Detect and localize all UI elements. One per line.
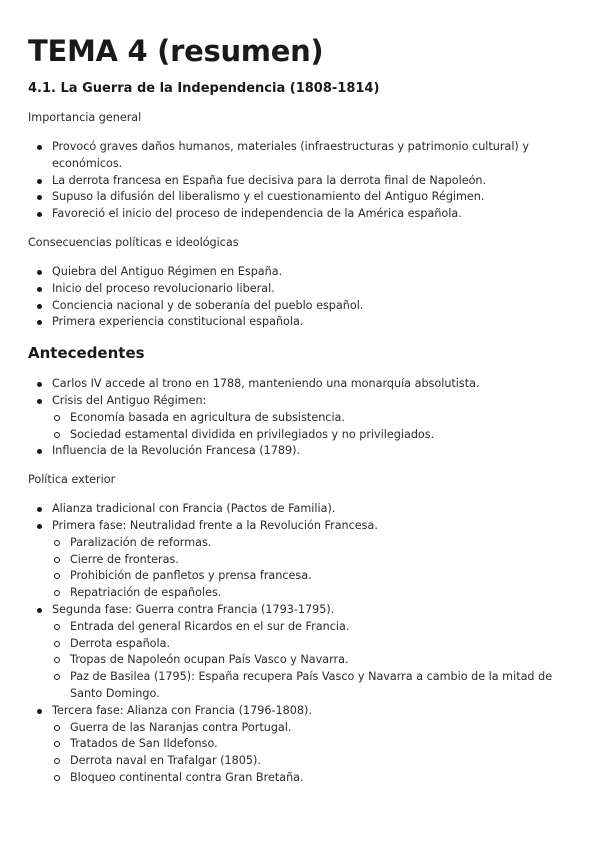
sub-list-item: Derrota española. bbox=[52, 636, 572, 653]
section-heading-antecedentes: Antecedentes bbox=[28, 344, 145, 363]
sub-list-item: Derrota naval en Trafalgar (1805). bbox=[52, 753, 572, 770]
list-item: Carlos IV accede al trono en 1788, manteniendo una monarquía absolutista. bbox=[28, 376, 572, 393]
politica-exterior-label: Política exterior bbox=[28, 473, 116, 487]
list-item: Alianza tradicional con Francia (Pactos de Familia). bbox=[28, 501, 572, 518]
list-item: Provocó graves daños humanos, materiales (infraestructuras y patrimonio cultural) y económicos. bbox=[28, 139, 572, 173]
circle-bullet-icon bbox=[54, 641, 60, 647]
circle-bullet-icon bbox=[54, 624, 60, 630]
circle-bullet-icon bbox=[54, 775, 60, 781]
importance-list bbox=[28, 139, 572, 223]
bullet-icon bbox=[37, 709, 42, 714]
document-title: TEMA 4 (resumen) bbox=[28, 34, 324, 68]
sub-list-item: Tropas de Napoleón ocupan País Vasco y Navarra. bbox=[52, 652, 572, 669]
bullet-icon bbox=[37, 179, 42, 184]
list-item: Primera fase: Neutralidad frente a la Revolución Francesa. Paralización de reformas. Cierre de fronteras. Prohibición de panfletos y prensa francesa. Repatriación de españoles. bbox=[28, 518, 572, 602]
sub-list-item: Paz de Basilea (1795): España recupera País Vasco y Navarra a cambio de la mitad de Santo Domingo. bbox=[52, 669, 572, 703]
section-heading-guerra-independencia: 4.1. La Guerra de la Independencia (1808-1814) bbox=[28, 81, 380, 96]
circle-bullet-icon bbox=[54, 590, 60, 596]
bullet-icon bbox=[37, 304, 42, 309]
list-item: Conciencia nacional y de soberanía del pueblo español. bbox=[28, 298, 572, 315]
list-item: Crisis del Antiguo Régimen: Economía basada en agricultura de subsistencia. Sociedad estamental dividida en privilegiados y no privilegiados. bbox=[28, 393, 572, 443]
circle-bullet-icon bbox=[54, 432, 60, 438]
list-item: La derrota francesa en España fue decisiva para la derrota final de Napoleón. bbox=[28, 173, 572, 190]
bullet-icon bbox=[37, 212, 42, 217]
sub-list-item: Bloqueo continental contra Gran Bretaña. bbox=[52, 770, 572, 787]
list-item: Primera experiencia constitucional española. bbox=[28, 314, 572, 331]
bullet-icon bbox=[37, 145, 42, 150]
list-item: Tercera fase: Alianza con Francia (1796-1808). Guerra de las Naranjas contra Portugal. Tratados de San Ildefonso. Derrota naval en Trafalgar (1805). Bloqueo continental contra Gran Bretaña. bbox=[28, 703, 572, 787]
circle-bullet-icon bbox=[54, 557, 60, 563]
politica-exterior-list bbox=[28, 501, 572, 787]
sub-list-item: Tratados de San Ildefonso. bbox=[52, 736, 572, 753]
list-item: Quiebra del Antiguo Régimen en España. bbox=[28, 264, 572, 281]
bullet-icon bbox=[37, 524, 42, 529]
circle-bullet-icon bbox=[54, 758, 60, 764]
circle-bullet-icon bbox=[54, 674, 60, 680]
sub-list-item: Cierre de fronteras. bbox=[52, 552, 572, 569]
bullet-icon bbox=[37, 449, 42, 454]
list-item: Segunda fase: Guerra contra Francia (1793-1795). Entrada del general Ricardos en el sur de Francia. Derrota española. Tropas de Napoleón ocupan País Vasco y Navarra. Paz de Basilea (1795): España recupera País Vasco y Navarra a cambio de la mitad de Santo Domingo. bbox=[28, 602, 572, 703]
sub-list-item: Paralización de reformas. bbox=[52, 535, 572, 552]
importance-label: Importancia general bbox=[28, 111, 142, 124]
consequences-label: Consecuencias políticas e ideológicas bbox=[28, 235, 239, 249]
sub-list-item: Economía basada en agricultura de subsistencia. bbox=[52, 410, 572, 427]
circle-bullet-icon bbox=[54, 415, 60, 421]
bullet-icon bbox=[37, 382, 42, 387]
sub-list-item: Guerra de las Naranjas contra Portugal. bbox=[52, 720, 572, 737]
list-item: Supuso la difusión del liberalismo y el cuestionamiento del Antiguo Régimen. bbox=[28, 189, 572, 206]
bullet-icon bbox=[37, 270, 42, 275]
sub-list-item: Sociedad estamental dividida en privilegiados y no privilegiados. bbox=[52, 427, 572, 444]
bullet-icon bbox=[37, 287, 42, 292]
sub-list bbox=[52, 535, 572, 602]
list-item: Favoreció el inicio del proceso de independencia de la América española. bbox=[28, 206, 572, 223]
consequences-list bbox=[28, 264, 572, 331]
list-item: Inicio del proceso revolucionario liberal. bbox=[28, 281, 572, 298]
circle-bullet-icon bbox=[54, 573, 60, 579]
circle-bullet-icon bbox=[54, 725, 60, 731]
bullet-icon bbox=[37, 608, 42, 613]
sub-list-item: Repatriación de españoles. bbox=[52, 585, 572, 602]
bullet-icon bbox=[37, 399, 42, 404]
circle-bullet-icon bbox=[54, 540, 60, 546]
circle-bullet-icon bbox=[54, 741, 60, 747]
list-item: Influencia de la Revolución Francesa (1789). bbox=[28, 443, 572, 460]
bullet-icon bbox=[37, 195, 42, 200]
circle-bullet-icon bbox=[54, 657, 60, 663]
sub-list bbox=[52, 720, 572, 787]
sub-list bbox=[52, 619, 572, 703]
sub-list-item: Prohibición de panfletos y prensa francesa. bbox=[52, 568, 572, 585]
bullet-icon bbox=[37, 507, 42, 512]
sub-list bbox=[52, 410, 572, 444]
sub-list-item: Entrada del general Ricardos en el sur de Francia. bbox=[52, 619, 572, 636]
antecedentes-list bbox=[28, 376, 572, 460]
bullet-icon bbox=[37, 320, 42, 325]
